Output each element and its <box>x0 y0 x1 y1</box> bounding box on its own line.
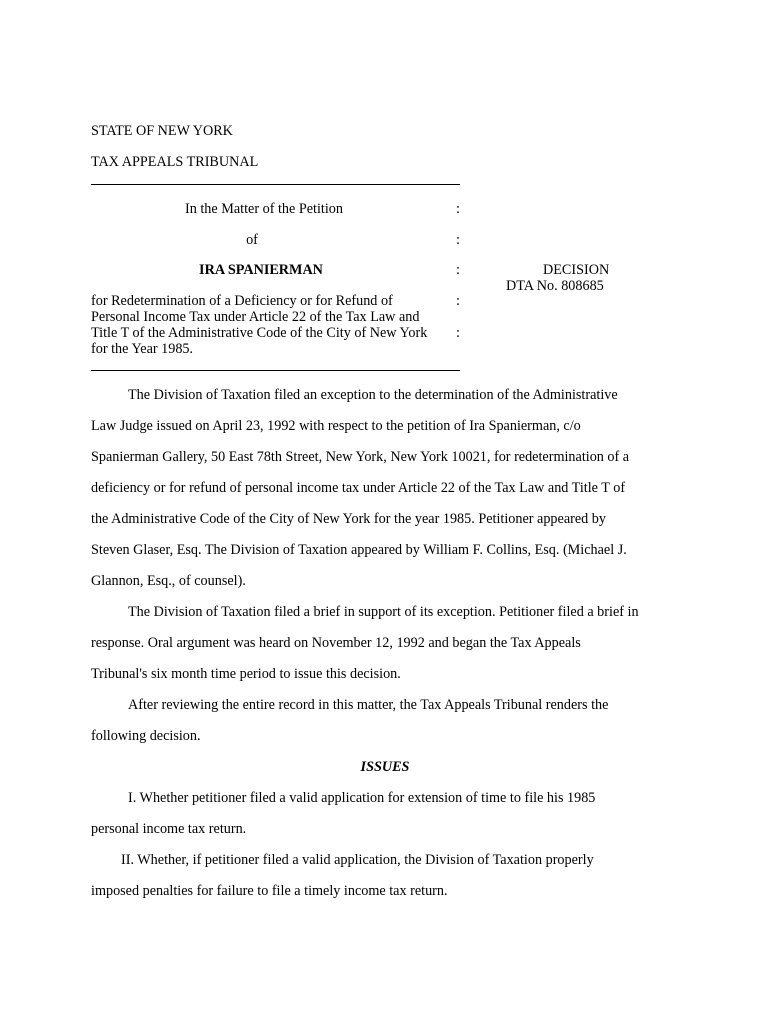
tribunal-heading: TAX APPEALS TRIBUNAL <box>91 154 259 170</box>
body-text-line: Spanierman Gallery, 50 East 78th Street, New York, New York 10021, for redetermination of a <box>91 449 630 465</box>
issue-line: I. Whether petitioner filed a valid application for extension of time to file his 1985 <box>128 790 596 806</box>
caption-colon: : <box>456 325 460 341</box>
body-text-line: deficiency or for refund of personal income tax under Article 22 of the Tax Law and Title T of <box>91 480 626 496</box>
caption-of: of <box>246 232 258 248</box>
caption-purpose-line: Personal Income Tax under Article 22 of the Tax Law and <box>91 309 420 325</box>
caption-colon: : <box>456 293 460 309</box>
caption-top-rule <box>91 184 460 185</box>
body-text-line: The Division of Taxation filed a brief in support of its exception. Petitioner filed a brief in <box>128 604 639 620</box>
issue-line: personal income tax return. <box>91 821 247 837</box>
caption-purpose-line: Title T of the Administrative Code of the City of New York <box>91 325 428 341</box>
caption-colon: : <box>456 232 460 248</box>
body-text-line: Glannon, Esq., of counsel). <box>91 573 246 589</box>
caption-bottom-rule <box>91 370 460 371</box>
body-text-line: The Division of Taxation filed an exception to the determination of the Administrative <box>128 387 618 403</box>
body-text-line: Law Judge issued on April 23, 1992 with respect to the petition of Ira Spanierman, c/o <box>91 418 581 434</box>
body-text-line: response. Oral argument was heard on November 12, 1992 and began the Tax Appeals <box>91 635 581 651</box>
issue-line: imposed penalties for failure to file a timely income tax return. <box>91 883 448 899</box>
body-text-line: Steven Glaser, Esq. The Division of Taxation appeared by William F. Collins, Esq. (Michael J. <box>91 542 627 558</box>
body-text-line: Tribunal's six month time period to issue this decision. <box>91 666 401 682</box>
caption-colon: : <box>456 262 460 278</box>
caption-matter: In the Matter of the Petition <box>185 201 343 217</box>
caption-purpose-line: for the Year 1985. <box>91 341 194 357</box>
caption-colon: : <box>456 201 460 217</box>
state-heading: STATE OF NEW YORK <box>91 123 233 139</box>
petitioner-name: IRA SPANIERMAN <box>199 262 323 278</box>
body-text-line: following decision. <box>91 728 201 744</box>
issues-heading: ISSUES <box>360 759 410 775</box>
dta-number: DTA No. 808685 <box>506 278 604 294</box>
body-text-line: After reviewing the entire record in this matter, the Tax Appeals Tribunal renders the <box>128 697 609 713</box>
body-text-line: the Administrative Code of the City of New York for the year 1985. Petitioner appeared by <box>91 511 606 527</box>
caption-purpose-line: for Redetermination of a Deficiency or for Refund of <box>91 293 393 309</box>
decision-label: DECISION <box>543 262 610 278</box>
issue-line: II. Whether, if petitioner filed a valid application, the Division of Taxation properly <box>121 852 594 868</box>
